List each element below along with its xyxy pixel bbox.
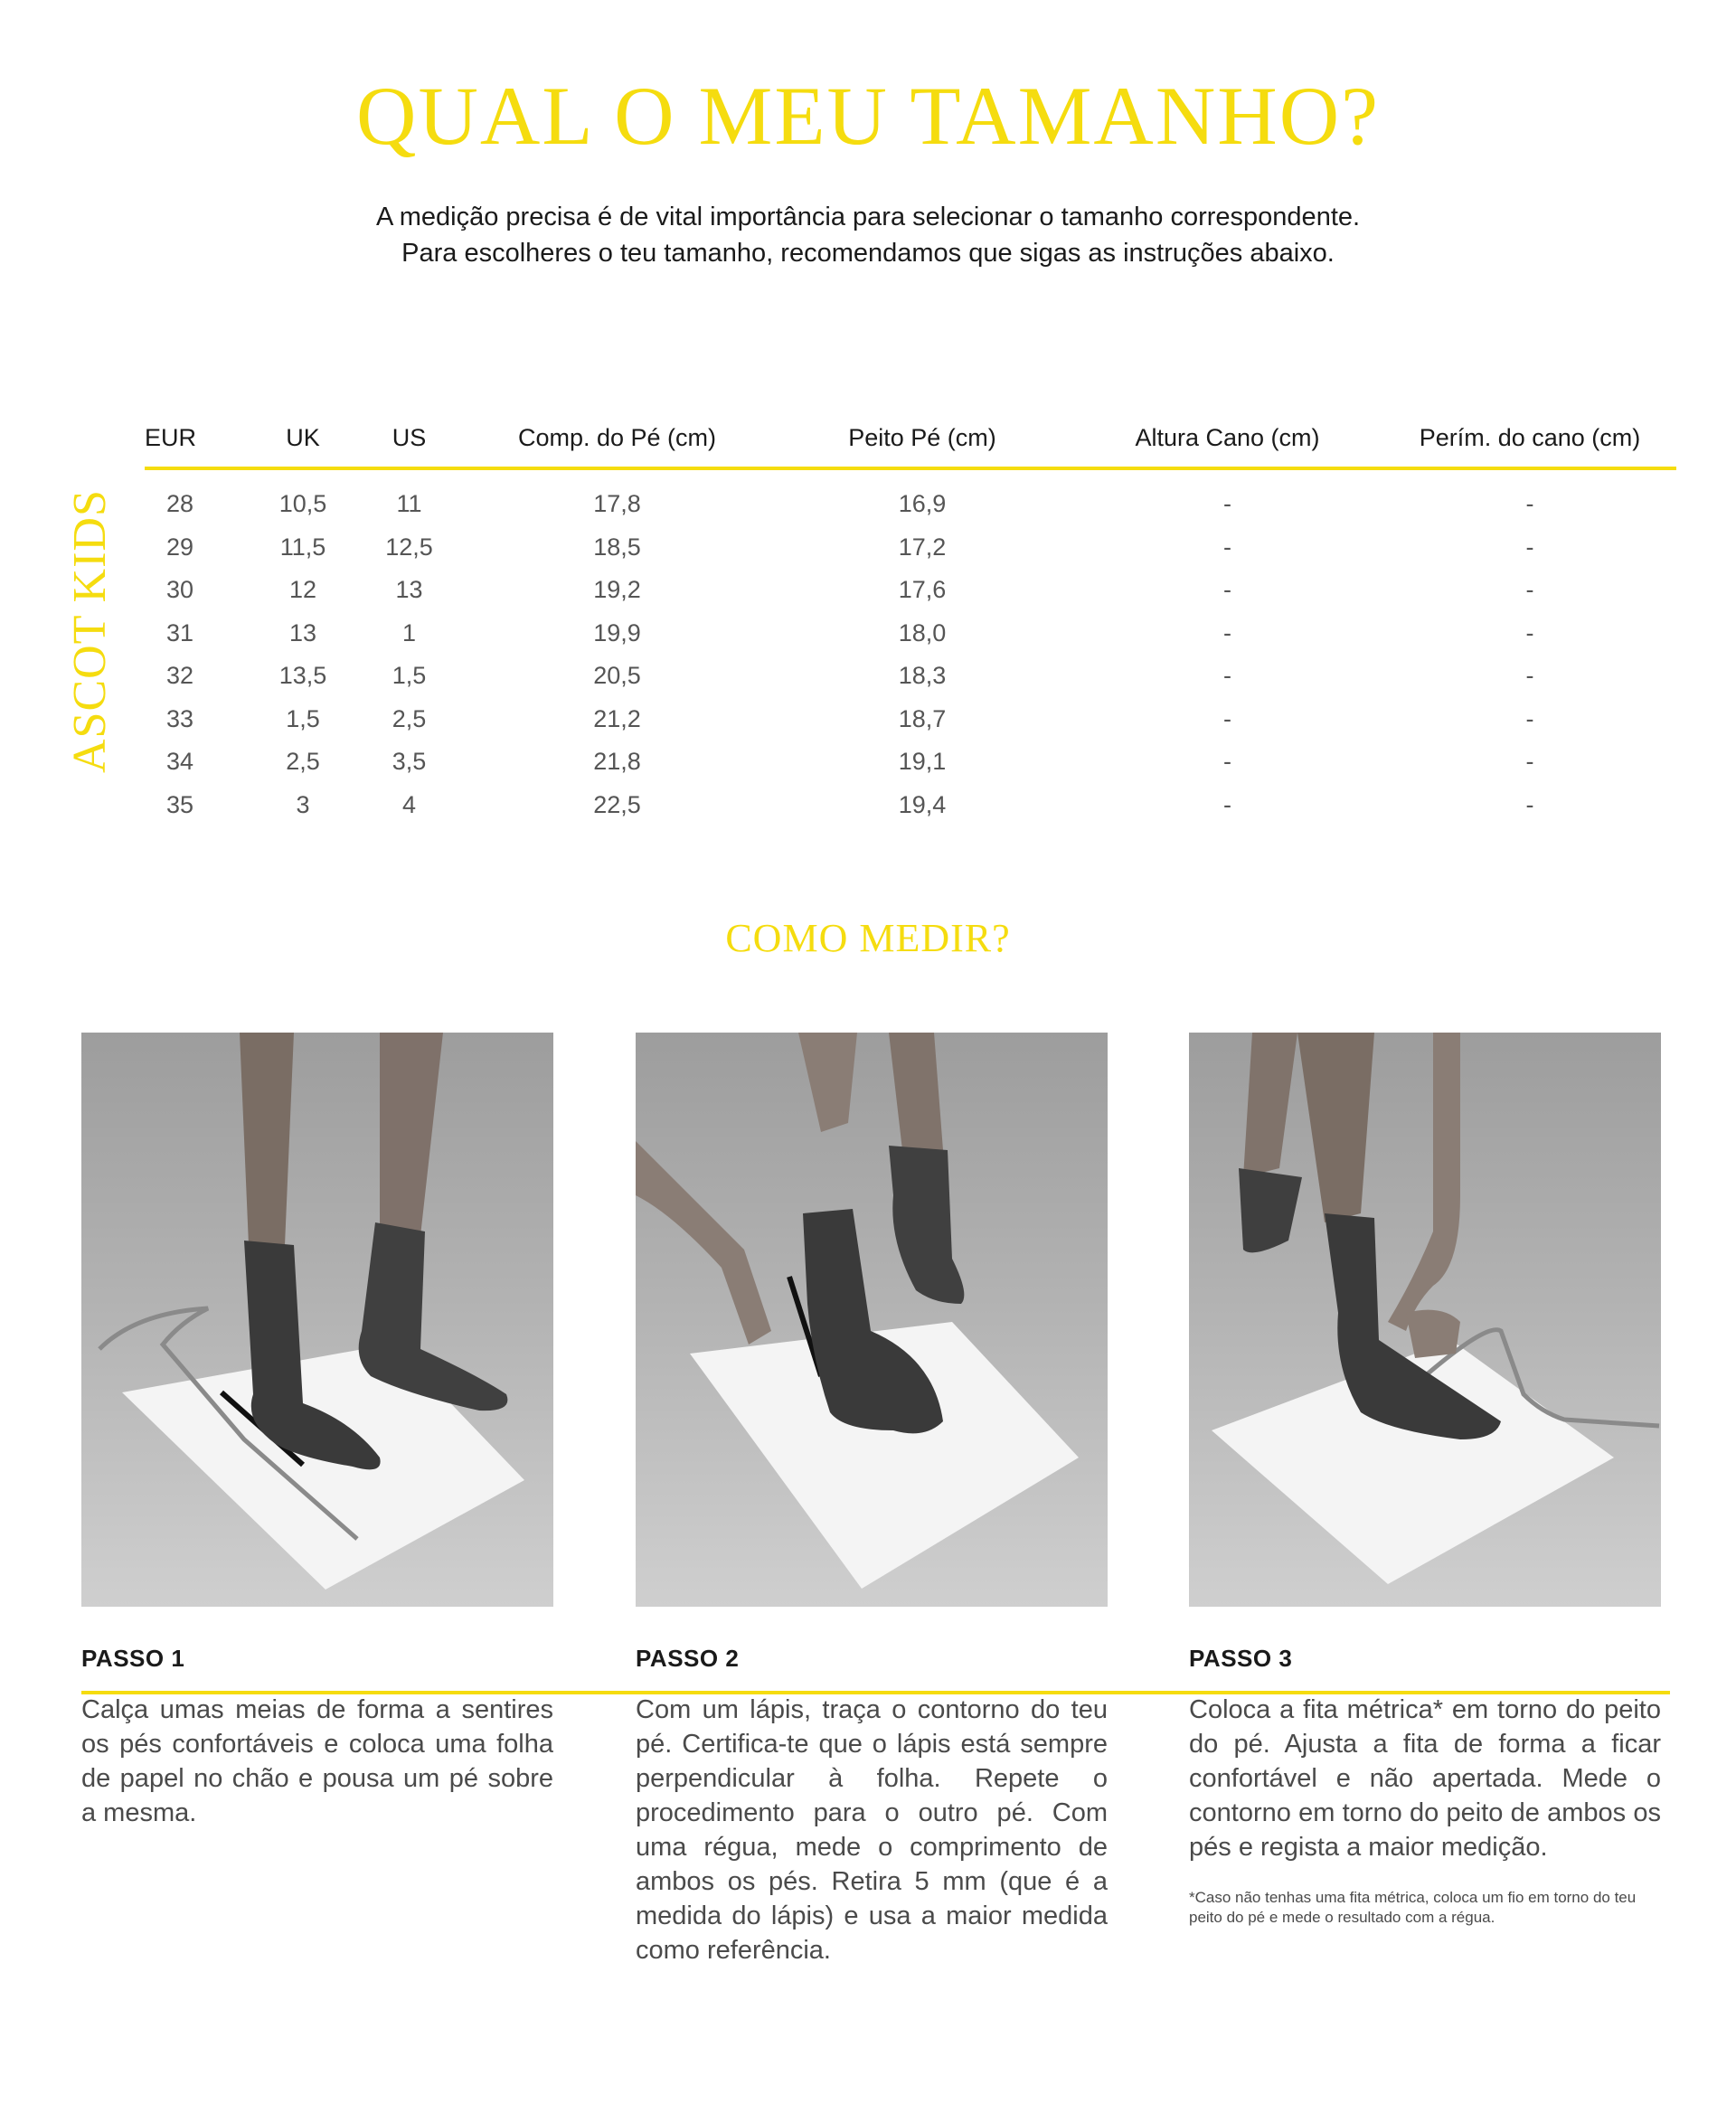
table-cell: 35 (166, 790, 194, 818)
column-header-instep: Peito Pé (cm) (773, 398, 1071, 468)
table-cell: - (1525, 533, 1534, 561)
table-cell: 2,5 (286, 748, 320, 776)
table-cell: 28 (166, 490, 194, 518)
table-cell: 16,9 (898, 490, 947, 518)
step-2-title: PASSO 2 (636, 1645, 740, 1672)
table-row (145, 526, 1676, 570)
table-cell: 12,5 (385, 533, 433, 561)
how-to-title: COMO MEDIR? (725, 916, 1011, 960)
table-cell: 4 (401, 790, 417, 818)
table-row (145, 569, 1676, 612)
table-cell: 29 (166, 533, 194, 561)
step-1-photo (81, 1033, 553, 1607)
table-cell: 33 (166, 704, 194, 732)
table-cell: 17,8 (593, 490, 641, 518)
table-cell: - (1223, 662, 1231, 690)
table-cell: - (1525, 662, 1534, 690)
table-cell: - (1223, 618, 1231, 646)
table-row (145, 741, 1676, 784)
table-cell: 21,2 (593, 704, 641, 732)
steps-divider (81, 1691, 1670, 1694)
column-header-eur: EUR (145, 398, 249, 468)
table-cell: 32 (166, 662, 194, 690)
table-cell: 19,9 (593, 618, 641, 646)
table-cell: 10,5 (278, 490, 327, 518)
column-header-foot-length: Comp. do Pé (cm) (461, 398, 773, 468)
table-cell: 11 (396, 490, 422, 518)
table-cell: 18,5 (593, 533, 641, 561)
table-cell: - (1223, 748, 1231, 776)
table-cell: 13 (395, 576, 423, 604)
table-header-row (145, 398, 1676, 468)
step-2 (636, 1033, 1108, 1967)
page-title: QUAL O MEU TAMANHO? (356, 70, 1380, 162)
intro-text (0, 199, 1736, 271)
column-header-us: US (357, 398, 461, 468)
table-cell: 12 (288, 576, 317, 604)
step-3-illustration (1189, 1033, 1661, 1607)
table-cell: - (1223, 790, 1231, 818)
table-cell: 18,3 (898, 662, 947, 690)
table-cell: - (1525, 748, 1534, 776)
table-cell: 1 (401, 618, 417, 646)
step-3-title: PASSO 3 (1189, 1645, 1293, 1672)
table-cell: - (1525, 790, 1534, 818)
step-3-text: Coloca a fita métrica* em torno do peito do pé. Ajusta a fita de forma a ficar confortável e não apertada. Mede o contorno em torno do peito de ambos os pés e regista a maior medição. (1189, 1695, 1661, 1862)
step-2-illustration (636, 1033, 1108, 1607)
step-1-title: PASSO 1 (81, 1645, 185, 1672)
table-cell: 17,6 (898, 576, 947, 604)
table-cell: 18,7 (898, 704, 947, 732)
table-row (145, 698, 1676, 741)
table-side-label: ASCOT KIDS (64, 489, 116, 773)
table-cell: 30 (166, 576, 194, 604)
table-cell: 1,5 (286, 704, 320, 732)
size-table (145, 398, 1676, 826)
table-cell: 2,5 (392, 704, 427, 732)
step-1-illustration (81, 1033, 553, 1607)
step-1 (81, 1033, 553, 1830)
table-cell: 21,8 (593, 748, 641, 776)
table-cell: 1,5 (392, 662, 427, 690)
table-cell: - (1525, 704, 1534, 732)
table-cell: 13 (288, 618, 317, 646)
table-cell: 19,4 (898, 790, 947, 818)
table-cell: 18,0 (898, 618, 947, 646)
table-cell: - (1223, 704, 1231, 732)
table-cell: - (1525, 490, 1534, 518)
table-row (145, 784, 1676, 827)
table-row (145, 655, 1676, 698)
table-cell: - (1525, 618, 1534, 646)
table-cell: 22,5 (593, 790, 641, 818)
step-2-photo (636, 1033, 1108, 1607)
column-header-shaft-height: Altura Cano (cm) (1071, 398, 1383, 468)
column-header-shaft-perimeter: Perím. do cano (cm) (1383, 398, 1676, 468)
table-cell: 20,5 (593, 662, 641, 690)
table-cell: - (1223, 576, 1231, 604)
step-2-text: Com um lápis, traça o contorno do teu pé. Certifica-te que o lápis está sempre perpendicular à folha. Repete o procedimento para o outro pé. Com uma régua, mede o comprimento de ambos os pés. Retira 5 mm (que é a medida do lápis) e usa a maior medida como referência. (636, 1695, 1108, 1965)
intro-line-2: Para escolheres o teu tamanho, recomendamos que sigas as instruções abaixo. (401, 239, 1335, 268)
table-cell: 17,2 (898, 533, 947, 561)
table-cell: 34 (166, 748, 194, 776)
table-cell: 19,1 (898, 748, 947, 776)
step-3-photo (1189, 1033, 1661, 1607)
table-cell: 3,5 (392, 748, 427, 776)
table-cell: - (1223, 490, 1231, 518)
table-cell: - (1525, 576, 1534, 604)
table-row (145, 468, 1676, 526)
table-cell: 31 (166, 618, 194, 646)
table-cell: 13,5 (278, 662, 327, 690)
table-row (145, 612, 1676, 656)
table-cell: 19,2 (593, 576, 641, 604)
table-cell: 11,5 (279, 533, 326, 561)
table-cell: 3 (296, 790, 310, 818)
step-1-text: Calça umas meias de forma a sentires os pés confortáveis e coloca uma folha de papel no chão e pousa um pé sobre a mesma. (81, 1695, 553, 1827)
step-3 (1189, 1033, 1661, 1928)
table-cell: - (1223, 533, 1231, 561)
column-header-uk: UK (249, 398, 357, 468)
intro-line-1: A medição precisa é de vital importância para selecionar o tamanho correspondente. (375, 203, 1361, 231)
step-3-footnote: *Caso não tenhas uma fita métrica, coloca um fio em torno do teu peito do pé e mede o resultado com a régua. (1189, 1889, 1637, 1926)
